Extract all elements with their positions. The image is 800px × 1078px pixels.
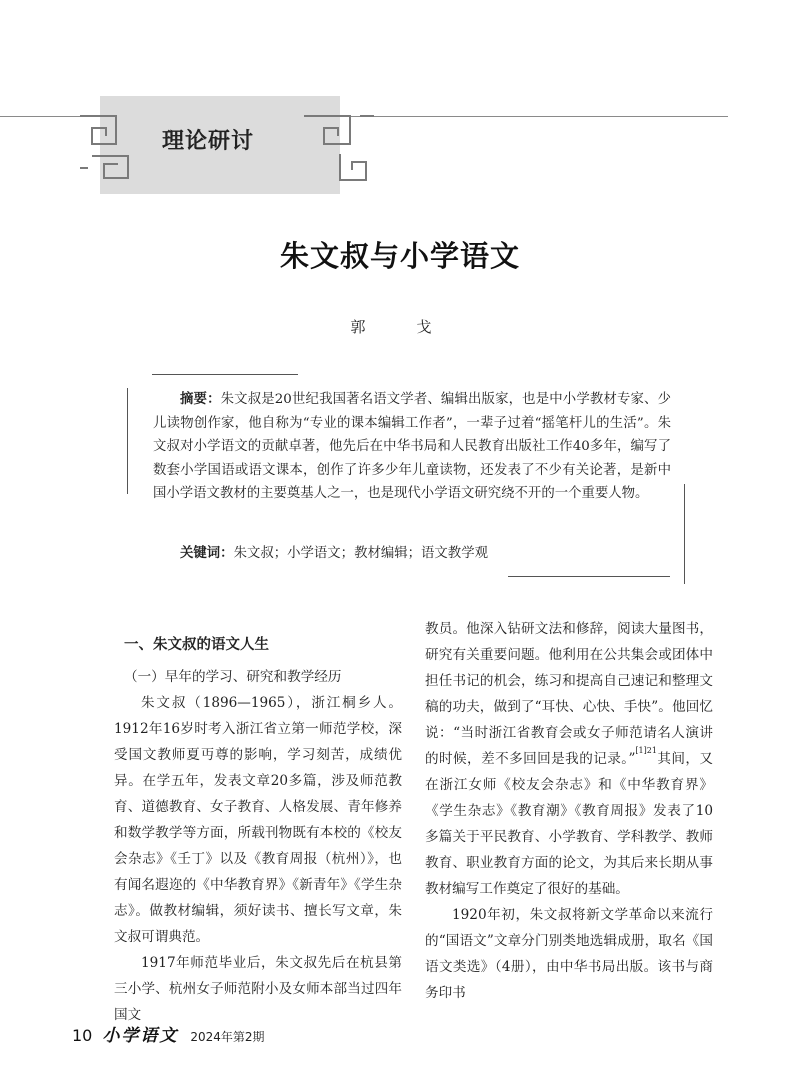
paragraph-text: 教员。他深入钻研文法和修辞，阅读大量图书，研究有关重要问题。他利用在公共集会或团体中担任书记的机会，练习和提高自己速记和整理文稿的功夫，做到了“耳快、心快、手快”。他回忆说：“当时浙江省教育会或女子师范请名人演讲的时候，差不多回回是我的记录。” [425, 621, 713, 767]
section-tag: 理论研讨 [162, 128, 255, 154]
abstract-text: 朱文叔是20世纪我国著名语文学者、编辑出版家，也是中小学教材专家、少儿读物创作家，他自称为“专业的课本编辑工作者”，一辈子过着“摇笔杆儿的生活”。朱文叔对小学语文的贡献卓著，他先后在中华书局和人民教育出版社工作40多年，编写了数套小学国语或语文课本，创作了许多少年儿童读物，还发表了不少有关论著，是新中国小学语文教材的主要奠基人之一，也是现代小学语文研究绕不开的一个重要人物。 [153, 392, 671, 501]
fret-ornament-right-icon [300, 104, 376, 184]
abstract-rule-bottom [508, 576, 670, 577]
magazine-name: 小学语文 [102, 1026, 179, 1046]
keywords-text: 朱文叔；小学语文；教材编辑；语文教学观 [233, 546, 488, 561]
section-heading: 一、朱文叔的语文人生 [124, 637, 269, 653]
issue-label: 2024年第2期 [190, 1030, 265, 1044]
keywords-label: 关键词： [180, 546, 234, 561]
fret-ornament-left-icon [78, 104, 154, 184]
subsection-heading: （一）早年的学习、研究和教学经历 [124, 669, 342, 685]
abstract-rule-top [152, 374, 298, 375]
keywords [180, 542, 488, 561]
citation-marker: [1]21 [635, 746, 657, 755]
body-column-right [425, 616, 713, 1006]
abstract-rule-right [684, 484, 685, 584]
article-title: 朱文叔与小学语文 [279, 239, 520, 273]
paragraph: 1920年初，朱文叔将新文学革命以来流行的“国语文”文章分门别类地选辑成册，取名《国语文类选》（4册），由中华书局出版。该书与商务印书 [425, 907, 713, 1001]
abstract-label: 摘要： [180, 392, 221, 407]
body-column-left [114, 616, 402, 1028]
abstract-rule-left [127, 388, 128, 494]
abstract [153, 388, 671, 506]
page-footer [72, 1021, 265, 1045]
article-author: 郭 戈 [350, 318, 450, 336]
paragraph: 朱文叔（1896—1965），浙江桐乡人。1912年16岁时考入浙江省立第一师范学校，深受国文教师夏丏尊的影响，学习刻苦，成绩优异。在学五年，发表文章20多篇，涉及师范教育、道德教育、女子教育、人格发展、青年修养和数学教学等方面，所载刊物既有本校的《校友会杂志》《壬丁》以及《教育周报（杭州）》，也有闻名遐迩的《中华教育界》《新青年》《学生杂志》。做教材编辑，须好读书、擅长写文章，朱文叔可谓典范。 [114, 695, 402, 945]
paragraph-text: 其间，又在浙江女师《校友会杂志》和《中华教育界》《学生杂志》《教育潮》《教育周报》发表了10多篇关于平民教育、小学教育、学科教学、教师教育、职业教育方面的论文，为其后来长期从事教材编写工作奠定了很好的基础。 [425, 751, 714, 897]
paragraph [425, 616, 713, 902]
paragraph: 1917年师范毕业后，朱文叔先后在杭县第三小学、杭州女子师范附小及女师本部当过四年国文 [114, 955, 402, 1023]
page-number: 10 [72, 1026, 93, 1045]
